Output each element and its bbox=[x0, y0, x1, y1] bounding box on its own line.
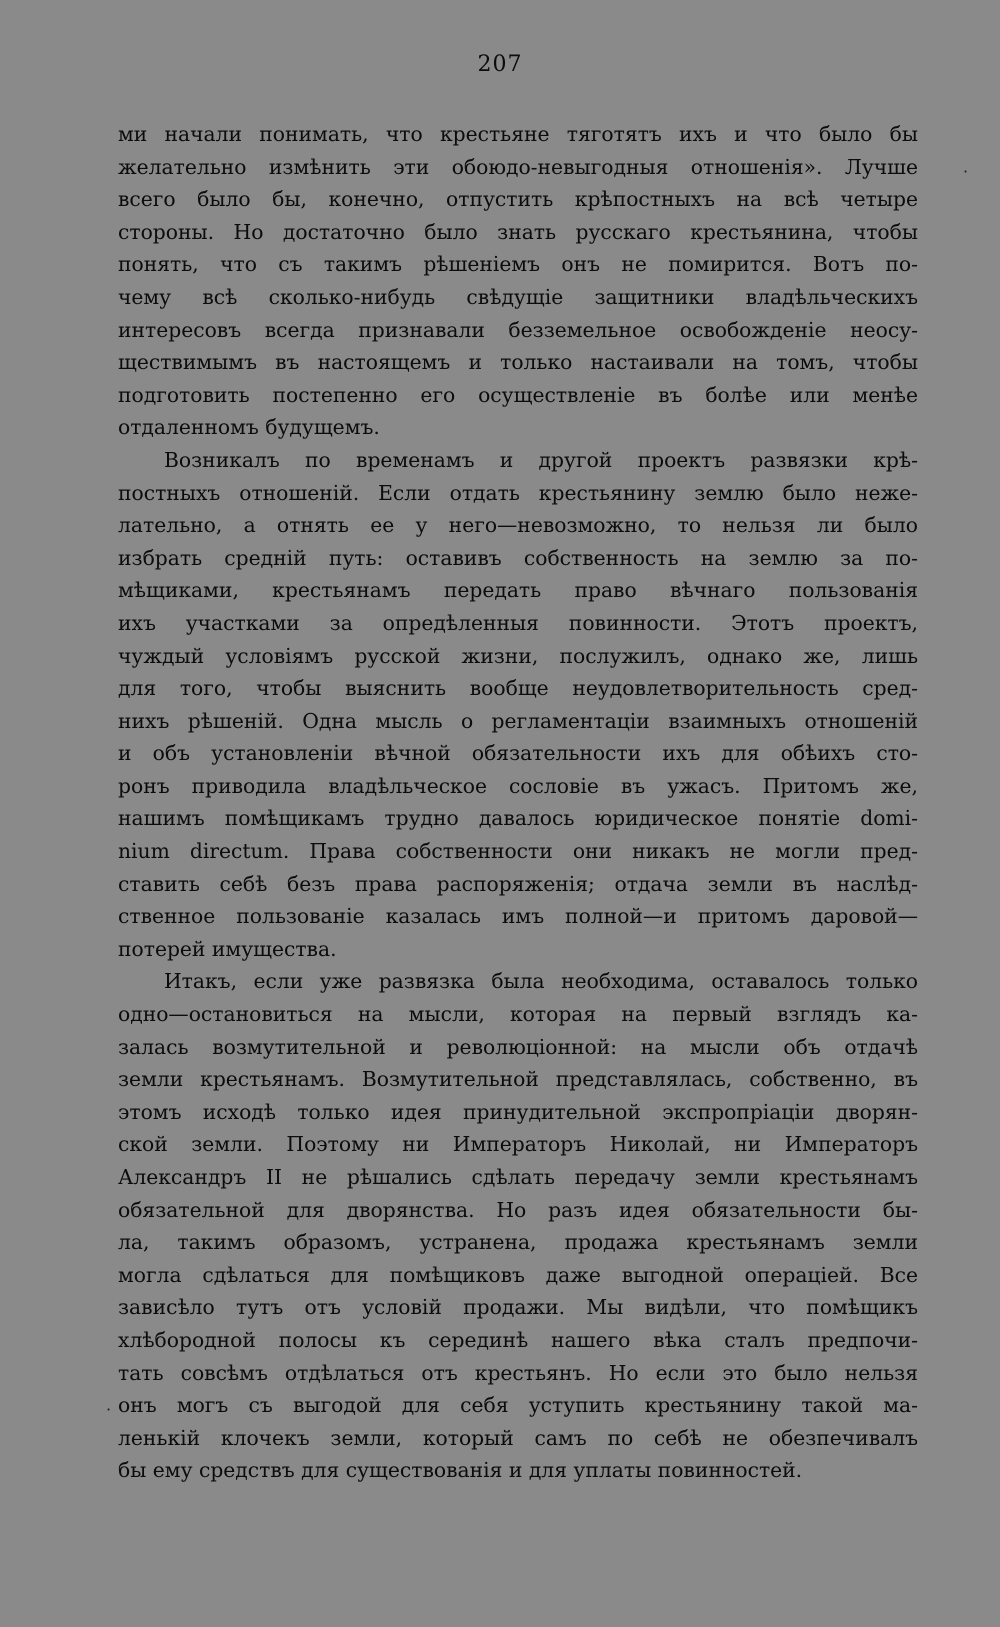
body-text bbox=[118, 118, 918, 1487]
text-line: желательно измѣнить эти обоюдо-невыгодныя отношенія». Лучше bbox=[118, 154, 918, 179]
text-line: бы ему средствъ для существованія и для уплаты повинностей. bbox=[118, 1458, 803, 1483]
text-line: зависѣло тутъ отъ условій продажи. Мы видѣли, что помѣщикъ bbox=[118, 1295, 918, 1320]
text-line: ронъ приводила владѣльческое сословіе въ ужасъ. Притомъ же, bbox=[118, 773, 918, 798]
paragraph bbox=[118, 965, 918, 1487]
text-line: нашимъ помѣщикамъ трудно давалось юридическое понятіе domi- bbox=[118, 806, 918, 831]
text-line: ществимымъ въ настоящемъ и только настаивали на томъ, чтобы bbox=[118, 350, 918, 375]
text-line: стороны. Но достаточно было знать русскаго крестьянина, чтобы bbox=[118, 219, 918, 244]
text-line: ской земли. Поэтому ни Императоръ Николай, ни Императоръ bbox=[118, 1132, 918, 1157]
text-line: могла сдѣлаться для помѣщиковъ даже выгодной операціей. Все bbox=[118, 1262, 918, 1287]
text-line: ла, такимъ образомъ, устранена, продажа крестьянамъ земли bbox=[118, 1230, 918, 1255]
margin-dot: · bbox=[963, 162, 969, 181]
text-line: мѣщиками, крестьянамъ передать право вѣчнаго пользованія bbox=[118, 578, 918, 603]
text-line: хлѣбородной полосы къ серединѣ нашего вѣка сталъ предпочи- bbox=[118, 1327, 918, 1352]
text-line: избрать средній путь: оставивъ собственность на землю за по- bbox=[118, 545, 918, 570]
text-line: залась возмутительной и революціонной: на мысли объ отдачѣ bbox=[118, 1034, 918, 1059]
text-line: чуждый условіямъ русской жизни, послужилъ, однако же, лишь bbox=[118, 643, 918, 668]
text-line: ственное пользованіе казалась имъ полной—и притомъ даровой— bbox=[118, 904, 918, 929]
text-line: земли крестьянамъ. Возмутительной представлялась, собственно, въ bbox=[118, 1067, 918, 1092]
text-line: nium directum. Права собственности они никакъ не могли пред- bbox=[118, 839, 918, 864]
text-line: и объ установленіи вѣчной обязательности ихъ для обѣихъ сто- bbox=[118, 741, 918, 766]
text-line: этомъ исходѣ только идея принудительной экспропріаціи дворян- bbox=[118, 1099, 918, 1124]
text-line: потерей имущества. bbox=[118, 936, 337, 961]
text-line: для того, чтобы выяснить вообще неудовлетворительность сред- bbox=[118, 676, 918, 701]
margin-dot: · bbox=[106, 1400, 112, 1419]
text-line: онъ могъ съ выгодой для себя уступить крестьянину такой ма- bbox=[118, 1393, 918, 1418]
text-line: ленькій клочекъ земли, который самъ по себѣ не обезпечивалъ bbox=[118, 1425, 918, 1450]
text-line: одно—остановиться на мысли, которая на первый взглядъ ка- bbox=[118, 1002, 918, 1027]
text-line: обязательной для дворянства. Но разъ идея обязательности бы- bbox=[118, 1197, 918, 1222]
text-line: чему всѣ сколько-нибудь свѣдущіе защитники владѣльческихъ bbox=[118, 284, 918, 309]
text-line: лательно, а отнять ее у него—невозможно, то нельзя ли было bbox=[118, 513, 918, 538]
text-line: ихъ участками за опредѣленныя повинности. Этотъ проектъ, bbox=[118, 610, 918, 635]
text-line: Александръ II не рѣшались сдѣлать передачу земли крестьянамъ bbox=[118, 1165, 918, 1189]
paragraph bbox=[118, 444, 918, 966]
text-line: постныхъ отношеній. Если отдать крестьянину землю было неже- bbox=[118, 480, 918, 505]
paragraph bbox=[118, 118, 918, 444]
text-line: всего было бы, конечно, отпустить крѣпостныхъ на всѣ четыре bbox=[118, 187, 918, 212]
text-line: отдаленномъ будущемъ. bbox=[118, 415, 380, 440]
text-line: нихъ рѣшеній. Одна мысль о регламентаціи взаимныхъ отношеній bbox=[118, 708, 918, 733]
text-line: ставить себѣ безъ права распоряженія; отдача земли въ наслѣд- bbox=[118, 871, 918, 896]
text-line: ми начали понимать, что крестьяне тяготятъ ихъ и что было бы bbox=[118, 122, 918, 146]
text-line: понять, что съ такимъ рѣшеніемъ онъ не помирится. Вотъ по- bbox=[118, 252, 918, 277]
text-line: подготовить постепенно его осуществленіе въ болѣе или менѣе bbox=[118, 382, 918, 407]
text-line: Итакъ, если уже развязка была необходима, оставалось только bbox=[164, 969, 918, 994]
page-number: 207 bbox=[477, 52, 523, 77]
text-line: Возникалъ по временамъ и другой проектъ развязки крѣ- bbox=[164, 447, 918, 472]
text-line: тать совсѣмъ отдѣлаться отъ крестьянъ. Но если это было нельзя bbox=[118, 1360, 918, 1385]
text-line: интересовъ всегда признавали безземельное освобожденіе неосу- bbox=[118, 317, 918, 342]
